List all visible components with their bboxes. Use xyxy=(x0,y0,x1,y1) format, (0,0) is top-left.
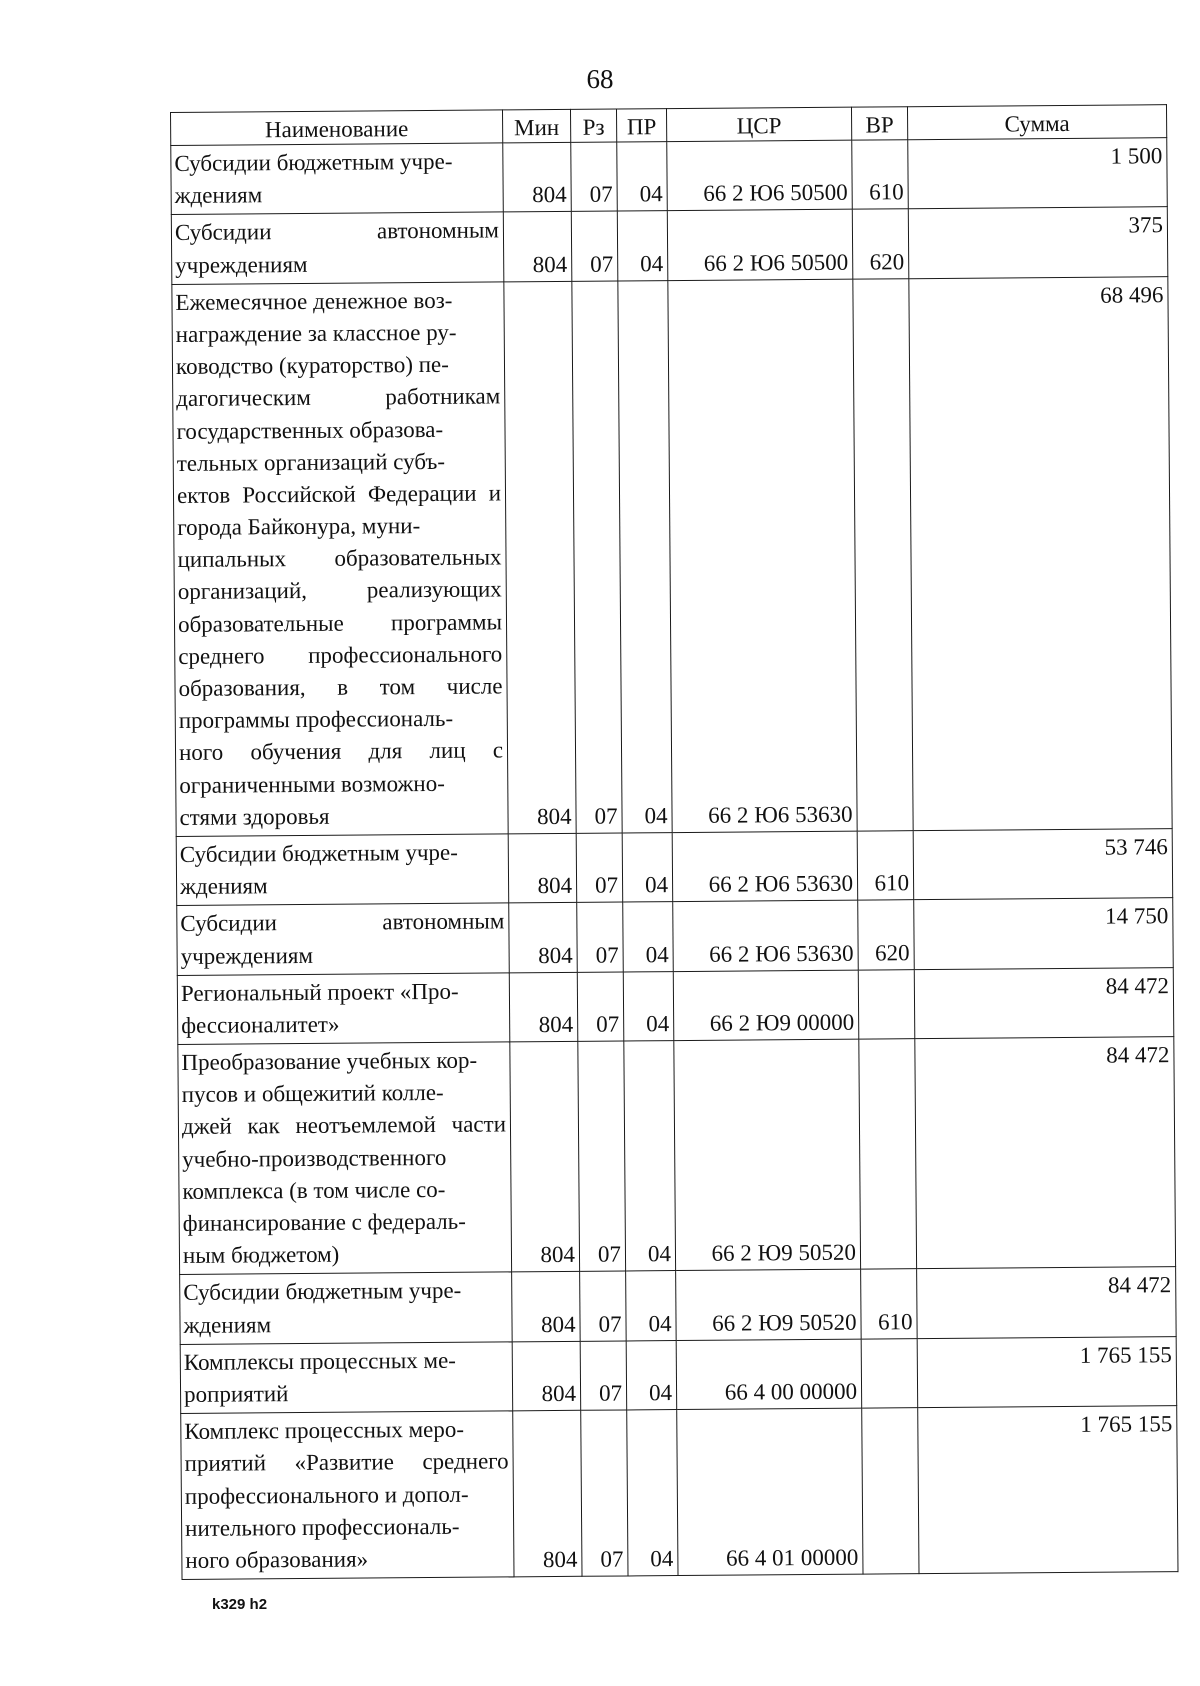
table-row xyxy=(171,138,1168,215)
header-sum: Сумма xyxy=(907,105,1166,140)
cell-rz: 07 xyxy=(577,902,624,972)
cell-vr: 620 xyxy=(852,209,909,279)
cell-name: Комплекс процессных меро- приятий «Развитие среднего профессионального и допол- нительного профессиональ- ного образования» xyxy=(181,1411,514,1580)
budget-table-container xyxy=(170,104,1177,1580)
cell-vr: 610 xyxy=(852,140,909,210)
cell-csr: 66 4 00 00000 xyxy=(676,1339,862,1410)
cell-rz: 07 xyxy=(577,972,624,1042)
table-row xyxy=(176,829,1173,906)
cell-min: 804 xyxy=(513,1410,582,1576)
cell-pr: 04 xyxy=(627,1410,678,1576)
cell-name: Субсидии автономным учреждениям xyxy=(171,212,504,284)
cell-rz: 07 xyxy=(572,281,622,834)
cell-min: 804 xyxy=(509,903,578,973)
cell-sum: 84 472 xyxy=(915,1037,1176,1269)
cell-pr: 04 xyxy=(617,211,668,281)
cell-name: Ежемесячное денежное воз- награждение за классное ру- ководство (кураторство) пе- дагогическим работникам государственных образова- тельных организаций субъ- ектов Российской Федерации и города Байконура, муни- ципальных образовательных организаций, реализующих образовательные программы среднего профессионального образования, в том числе программы профессиональ- ного обучения для лиц с ограниченными возможно- стями здоровья xyxy=(172,282,508,837)
cell-rz: 07 xyxy=(571,142,618,212)
cell-csr: 66 2 Ю6 50500 xyxy=(667,210,853,281)
cell-vr xyxy=(858,969,915,1039)
cell-pr: 04 xyxy=(624,1041,676,1272)
cell-vr: 610 xyxy=(857,831,914,901)
cell-csr: 66 2 Ю6 53630 xyxy=(668,279,857,833)
cell-name: Преобразование учебных кор- пусов и общежитий колле- джей как неотъемлемой части учебно-производственного комплекса (в том числе со- финансирование с федераль- ным бюджетом) xyxy=(178,1042,512,1275)
cell-vr: 610 xyxy=(861,1269,918,1339)
cell-min: 804 xyxy=(508,833,577,903)
cell-vr xyxy=(859,1039,917,1270)
cell-min: 804 xyxy=(509,972,578,1042)
cell-rz: 07 xyxy=(580,1271,627,1341)
cell-sum: 1 500 xyxy=(908,138,1168,209)
cell-sum: 375 xyxy=(908,207,1168,278)
header-csr: ЦСР xyxy=(666,107,851,141)
cell-min: 804 xyxy=(504,281,576,834)
cell-rz: 07 xyxy=(578,1041,626,1272)
cell-pr: 04 xyxy=(626,1340,677,1410)
cell-rz: 07 xyxy=(571,211,618,281)
cell-min: 804 xyxy=(503,212,572,282)
cell-pr: 04 xyxy=(617,142,668,212)
cell-csr: 66 2 Ю9 50520 xyxy=(676,1269,862,1340)
cell-min: 804 xyxy=(512,1341,581,1411)
cell-rz: 07 xyxy=(581,1410,628,1576)
header-min: Мин xyxy=(502,109,570,143)
cell-csr: 66 2 Ю9 50520 xyxy=(674,1039,861,1271)
table-row xyxy=(172,276,1172,836)
cell-vr xyxy=(862,1408,919,1574)
table-row xyxy=(177,898,1174,975)
cell-name: Субсидии бюджетным учре- ждениям xyxy=(176,834,509,906)
cell-sum: 14 750 xyxy=(914,898,1174,969)
cell-csr: 66 2 Ю9 00000 xyxy=(673,970,859,1041)
table-row xyxy=(180,1336,1177,1413)
cell-name: Субсидии бюджетным учре- ждениям xyxy=(171,143,504,215)
cell-csr: 66 2 Ю6 53630 xyxy=(672,831,858,902)
footer-code: k329 h2 xyxy=(212,1596,268,1613)
cell-sum: 68 496 xyxy=(909,276,1172,830)
cell-pr: 04 xyxy=(623,902,674,972)
cell-pr: 04 xyxy=(622,833,673,903)
cell-pr: 04 xyxy=(623,971,674,1041)
header-rz: Рз xyxy=(570,109,616,142)
cell-name: Комплексы процессных ме- роприятий xyxy=(180,1342,513,1414)
cell-sum: 84 472 xyxy=(917,1267,1177,1338)
table-body xyxy=(171,138,1178,1580)
cell-vr xyxy=(853,278,913,831)
cell-vr: 620 xyxy=(858,900,915,970)
budget-table xyxy=(170,104,1178,1580)
cell-name: Субсидии бюджетным учре- ждениям xyxy=(180,1272,513,1344)
table-row xyxy=(181,1406,1178,1580)
header-name: Наименование xyxy=(171,110,503,146)
cell-rz: 07 xyxy=(580,1341,627,1411)
cell-csr: 66 2 Ю6 50500 xyxy=(667,140,853,211)
header-vr: ВР xyxy=(851,107,907,140)
cell-csr: 66 2 Ю6 53630 xyxy=(673,900,859,971)
cell-sum: 84 472 xyxy=(914,967,1174,1038)
cell-vr xyxy=(861,1338,918,1408)
cell-min: 804 xyxy=(510,1041,580,1272)
cell-rz: 07 xyxy=(576,833,623,903)
cell-sum: 53 746 xyxy=(913,829,1173,900)
cell-sum: 1 765 155 xyxy=(917,1336,1177,1407)
cell-name: Субсидии автономным учреждениям xyxy=(177,903,510,975)
table-row xyxy=(180,1267,1177,1344)
table-row xyxy=(177,967,1174,1044)
header-pr: ПР xyxy=(616,109,666,142)
cell-pr: 04 xyxy=(618,280,672,833)
cell-name: Региональный проект «Про- фессионалитет» xyxy=(177,973,510,1045)
table-row xyxy=(178,1037,1176,1275)
cell-csr: 66 4 01 00000 xyxy=(677,1408,863,1575)
page-number: 68 xyxy=(586,64,614,94)
cell-sum: 1 765 155 xyxy=(918,1406,1178,1574)
cell-min: 804 xyxy=(512,1272,581,1342)
cell-min: 804 xyxy=(503,142,572,212)
cell-pr: 04 xyxy=(626,1271,677,1341)
table-row xyxy=(171,207,1168,284)
